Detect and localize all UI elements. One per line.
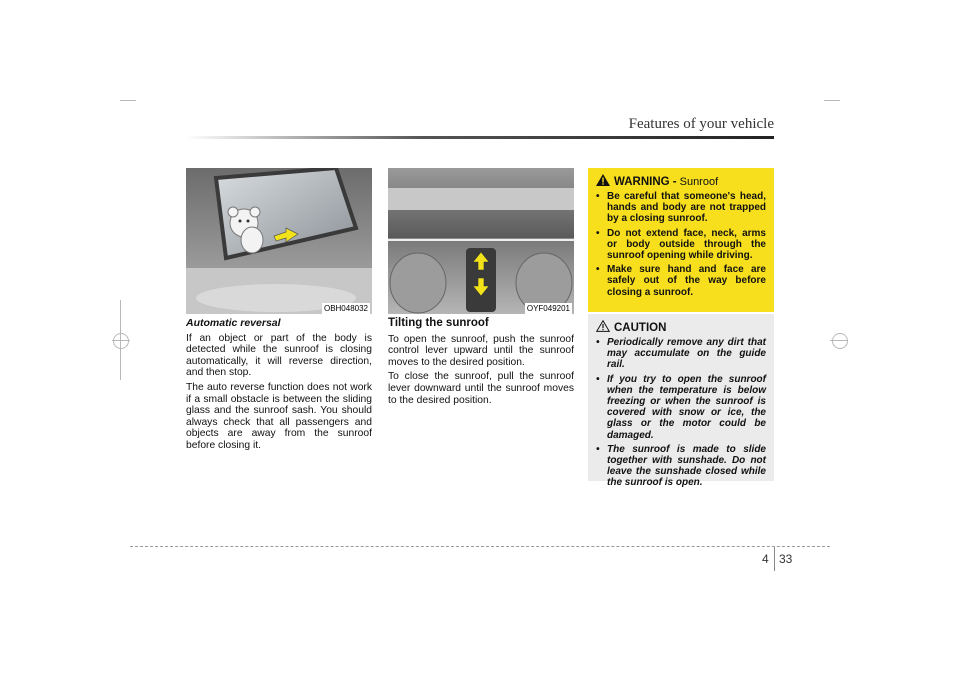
- registration-circle-left: [113, 333, 129, 349]
- warning-item: • Make sure hand and face are safely out of the way before closing a sunroof.: [596, 264, 766, 298]
- page-number: 33: [779, 552, 793, 566]
- caution-item: • The sunroof is made to slide together with sunshade. Do not leave the sunshade closed while the sunroof is open.: [596, 444, 766, 489]
- crop-mark-top-left: [120, 100, 136, 101]
- header-rule: [186, 136, 774, 139]
- warning-triangle-icon: [596, 174, 610, 189]
- caution-item: • Periodically remove any dirt that may accumulate on the guide rail.: [596, 337, 766, 371]
- automatic-reversal-heading: Automatic reversal: [186, 317, 281, 329]
- automatic-reversal-section: [186, 318, 372, 455]
- photo-tilting-sunroof: [388, 168, 574, 314]
- warning-label: WARNING -: [614, 175, 677, 188]
- tilting-sunroof-section: [388, 318, 574, 409]
- warning-heading: [596, 174, 766, 189]
- tilting-sunroof-paragraph-2: To close the sunroof, pull the sunroof lever downward until the sunroof moves to the desired position.: [388, 371, 574, 406]
- caution-box: [588, 314, 774, 489]
- crop-mark-top-right: [824, 100, 840, 101]
- caution-item: • If you try to open the sunroof when the temperature is below freezing or when the sunroof is covered with snow or ice, the glass or the motor could be damaged.: [596, 374, 766, 441]
- footer-divider: [774, 547, 775, 571]
- tilting-sunroof-paragraph-1: To open the sunroof, push the sunroof control lever upward until the sunroof moves to the desired position.: [388, 333, 574, 368]
- warning-topic: Sunroof: [679, 175, 719, 188]
- automatic-reversal-paragraph-2: The auto reverse function does not work if a small obstacle is between the sliding glass and the sunroof sash. You should always check that all passengers and objects are away from the sunroof before closing it.: [186, 381, 372, 451]
- caution-label: CAUTION: [614, 321, 667, 334]
- warning-item: • Do not extend face, neck, arms or body outside through the sunroof opening while driving.: [596, 228, 766, 262]
- registration-circle-right: [832, 333, 848, 349]
- photo-code-middle: OYF049201: [526, 304, 570, 313]
- sunroof-interior-illustration: [186, 168, 372, 314]
- footer-rule: [130, 546, 830, 547]
- caution-heading: [596, 320, 766, 335]
- photo-automatic-reversal: [186, 168, 372, 314]
- caution-triangle-icon: [596, 320, 610, 335]
- tilting-sunroof-heading: Tilting the sunroof: [388, 317, 489, 329]
- chapter-number: 4: [762, 552, 769, 566]
- warning-box: [588, 168, 774, 312]
- photo-code-left: OBH048032: [323, 304, 368, 313]
- page-header-title: Features of your vehicle: [628, 116, 774, 132]
- sunroof-lever-illustration: [388, 168, 574, 314]
- warning-item: • Be careful that someone's head, hands and body are not trapped by a closing sunroof.: [596, 191, 766, 225]
- automatic-reversal-paragraph-1: If an object or part of the body is detected while the sunroof is closing automatically, it will reverse direction, and then stop.: [186, 332, 372, 379]
